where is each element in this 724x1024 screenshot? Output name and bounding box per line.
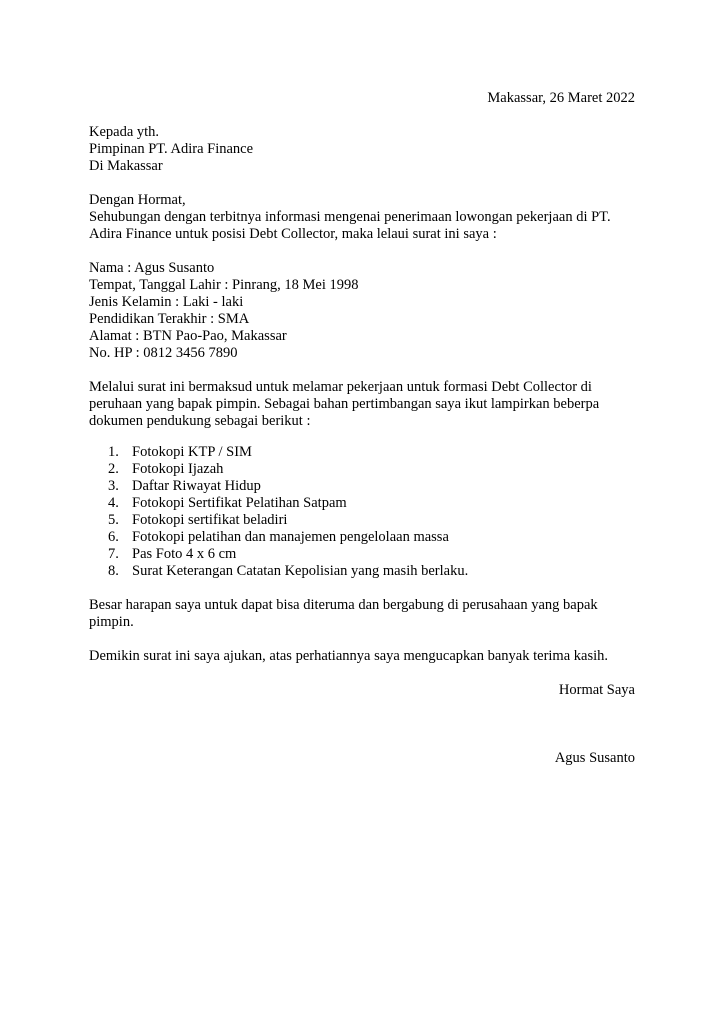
list-item-number: 2. — [108, 461, 119, 477]
list-item-number: 3. — [108, 478, 119, 494]
closing-statement: Demikin surat ini saya ajukan, atas perhatiannya saya mengucapkan banyak terima kasih. — [89, 648, 608, 664]
list-item-text: Surat Keterangan Catatan Kepolisian yang masih berlaku. — [132, 563, 469, 579]
greeting: Dengan Hormat, — [89, 192, 186, 208]
salutation: Hormat Saya — [558, 682, 635, 698]
purpose-line-3: dokumen pendukung sebagai berikut : — [89, 413, 311, 429]
purpose-line-1: Melalui surat ini bermaksud untuk melamar pekerjaan untuk formasi Debt Collector di — [89, 379, 592, 395]
recipient-line-1: Kepada yth. — [89, 124, 160, 140]
applicant-gender: Jenis Kelamin : Laki - laki — [89, 294, 244, 310]
applicant-birth: Tempat, Tanggal Lahir : Pinrang, 18 Mei 1998 — [89, 277, 359, 293]
applicant-phone: No. HP : 0812 3456 7890 — [89, 345, 238, 361]
signatory-name: Agus Susanto — [554, 750, 635, 766]
purpose-line-2: peruhaan yang bapak pimpin. Sebagai bahan pertimbangan saya ikut lampirkan beberpa — [89, 396, 600, 412]
list-item-text: Daftar Riwayat Hidup — [132, 478, 261, 494]
applicant-education: Pendidikan Terakhir : SMA — [89, 311, 250, 327]
applicant-name: Nama : Agus Susanto — [89, 260, 215, 276]
list-item-text: Fotokopi pelatihan dan manajemen pengelolaan massa — [132, 529, 449, 545]
hope-line-2: pimpin. — [89, 614, 134, 630]
list-item-text: Fotokopi sertifikat beladiri — [132, 512, 288, 528]
intro-line-2: Adira Finance untuk posisi Debt Collector, maka lelaui surat ini saya : — [89, 226, 497, 242]
list-item-text: Fotokopi KTP / SIM — [132, 444, 252, 460]
list-item-text: Fotokopi Ijazah — [132, 461, 224, 477]
list-item-number: 8. — [108, 563, 119, 579]
list-item-number: 4. — [108, 495, 119, 511]
intro-line-1: Sehubungan dengan terbitnya informasi mengenai penerimaan lowongan pekerjaan di PT. — [89, 209, 611, 225]
list-item-number: 6. — [108, 529, 119, 545]
recipient-line-3: Di Makassar — [89, 158, 163, 174]
list-item-text: Fotokopi Sertifikat Pelatihan Satpam — [132, 495, 347, 511]
list-item-number: 1. — [108, 444, 119, 460]
list-item-number: 5. — [108, 512, 119, 528]
recipient-line-2: Pimpinan PT. Adira Finance — [89, 141, 254, 157]
place-date: Makassar, 26 Maret 2022 — [487, 90, 635, 106]
hope-line-1: Besar harapan saya untuk dapat bisa diteruma dan bergabung di perusahaan yang bapak — [89, 597, 598, 613]
list-item-text: Pas Foto 4 x 6 cm — [132, 546, 237, 562]
list-item-number: 7. — [108, 546, 119, 562]
applicant-address: Alamat : BTN Pao-Pao, Makassar — [89, 328, 287, 344]
